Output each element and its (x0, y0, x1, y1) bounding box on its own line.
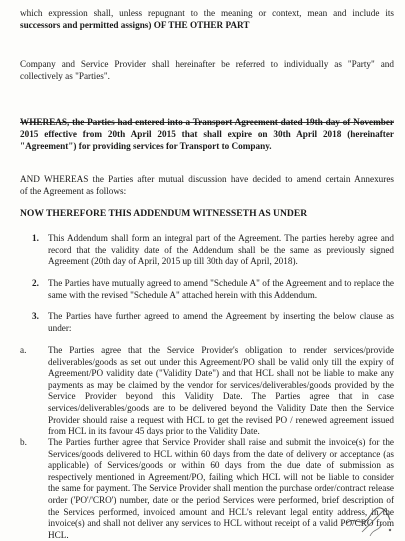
subclause-letter: b. (20, 437, 27, 447)
subclause-text: The Parties further agree that Service Provider shall raise and submit the invoice(s) for the Services/goods delivered to HCL within 60 days from the date of delivery or acceptance (as applicable) of Services/goods or within 60 days from the due date of submission as respectively mentioned in Agreement/PO, failing which HCL will not be liable to consider the same for payment. The Service Provider shall mention the purchase order/contract release order ('PO'/'CRO') number, date or the period Services were performed, brief description of the Services performed, invoiced amount and HCL's relevant legal entity address, in the invoice(s) and shall not deliver any services to HCL without receipt of a valid PO/CRO from HCL. (48, 437, 394, 540)
clause-number: 1. (32, 233, 39, 243)
paragraph-line: WHEREAS, the Parties had entered into a Transport Agreement dated 19th day of November (20, 117, 394, 127)
paragraph-line: AND WHEREAS the Parties after mutual discussion have decided to amend certain Annexures (20, 174, 394, 184)
subclause-text: The Parties agree that the Service Provider's obligation to render services/provide deliverables/goods as set out under this Agreement/PO shall be valid only till the expiry of Agreement/PO validity date ("Validity Date") and that HCL shall not be liable to make any payments as may be claimed by the vendor for services/deliverables/goods provided by the Service Provider beyond this Validity Date. The Parties agree that in case services/deliverables/goods are to be delivered beyond the Validity Date then the Service Provider should raise a request with HCL to get the revised PO / renewed agreement issued from HCL in its favour 45 days prior to the Validity Date. (48, 345, 394, 437)
clause-text: The Parties have further agreed to amend the Agreement by inserting the below clause as under: (48, 311, 394, 333)
paragraph-line: "Agreement") for providing services for Transport to Company. (20, 141, 272, 151)
paragraph-line: successors and permitted assigns) OF THE OTHER PART (20, 20, 250, 30)
clause-number: 3. (32, 311, 39, 321)
paragraph-line: which expression shall, unless repugnant to the meaning or context, mean and include its (20, 8, 394, 18)
paragraph-line: collectively as "Parties". (20, 71, 110, 81)
clause-text: The Parties have mutually agreed to amend "Schedule A" of the Agreement and to replace the same with the revised "Schedule A" attached herein with this Addendum. (48, 278, 394, 300)
clause-text: This Addendum shall form an integral part of the Agreement. The parties hereby agree and record that the validity date of the Addendum shall be the same as previously signed Agreement (20th day of April, 2015 up till 30th day of April, 2018). (48, 233, 394, 267)
paragraph-line: 2015 effective from 20th April 2015 that shall expire on 30th April 2018 (hereinafter (20, 129, 394, 139)
signature (340, 502, 398, 538)
clause-number: 2. (32, 278, 39, 288)
paragraph-line: of the Agreement as follows: (20, 186, 127, 196)
paragraph-line: Company and Service Provider shall hereinafter be referred to individually as "Party" and (20, 59, 394, 69)
subclause-letter: a. (20, 345, 27, 355)
section-heading: NOW THEREFORE THIS ADDENDUM WITNESSETH AS UNDER (20, 208, 308, 219)
